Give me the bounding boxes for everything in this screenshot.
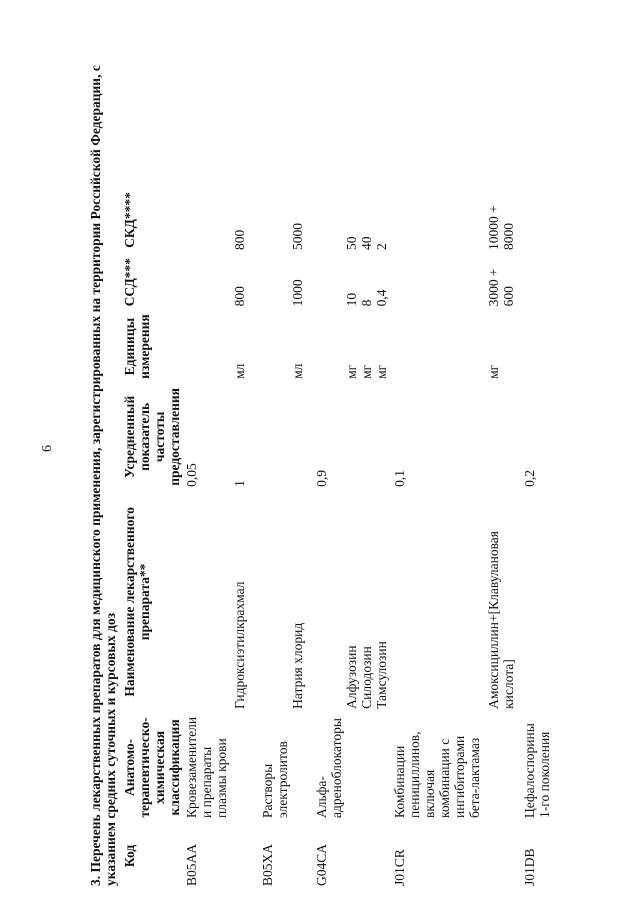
sdd-value: 8 [359,299,374,307]
table-row [260,186,290,890]
table-row [344,186,392,890]
row-atx: Комбинации пенициллинов, включая комбинации с ингибиторами бета-лактамаз [392,731,482,818]
row-code: J01DB [522,848,537,886]
row-atx: Кровезаменители и препараты плазмы крови [184,716,229,818]
row-frequency: 0,1 [392,470,407,487]
row-drug: Натрия хлорид [290,622,305,709]
row-code: J01CR [392,849,407,886]
row-code: B05XA [260,843,275,886]
sdd-value: 600 [501,286,516,307]
row-atx: Цефалоспорины 1-го поколения [522,723,552,818]
table-row [184,186,232,890]
drug-name: Тамсулозин [374,641,389,709]
header-sdd: ССД*** [122,257,137,307]
header-drug: Наименование лекарственного препарата** [122,507,152,697]
row-frequency: 0,05 [184,463,199,487]
table-header-row [122,186,184,890]
drug-name: Алфузозин [344,645,359,709]
skd-value: 2 [374,243,389,250]
header-skd: СКД**** [122,192,137,248]
drug-table [122,186,556,890]
row-drug: Гидроксиэтилкрахмал [232,581,247,709]
unit-value: мг [359,364,374,379]
row-sdd: 800 [232,286,247,307]
row-drug: Амоксициллин+[Клавулановая кислота] [486,531,516,709]
row-skd: 800 [232,229,247,250]
document-sheet [80,10,640,890]
row-unit: мл [232,363,247,379]
row-frequency: 0,2 [522,470,537,487]
document-title: 3. Перечень лекарственных препаратов для медицинского применения, зарегистрированных на территории Российской Федерации, с указанием средних суточных и курсовых доз [88,65,118,886]
skd-value: 40 [359,236,374,250]
row-drug-list [344,491,392,713]
sdd-value: 0,4 [374,289,389,307]
row-skd: 5000 [290,222,305,250]
row-atx: Растворы электролитов [260,741,290,818]
row-unit: мл [290,363,305,379]
table-row [314,186,344,890]
sdd-value: 3000 + [486,268,501,307]
header-unit: Единицы измерения [122,314,152,379]
table-row [232,186,260,890]
row-sdd-list [344,254,392,310]
header-atx: Анатомо-терапевтическо-химическая классификация [122,717,182,818]
table-row [486,186,522,890]
table-row [392,186,486,890]
unit-value: мг [344,364,359,379]
table-row [290,186,314,890]
skd-value: 8000 [501,222,516,250]
row-skd-list [344,186,392,254]
sdd-value: 10 [344,292,359,307]
skd-value: 10000 + [486,205,501,250]
row-sdd-list [486,254,522,310]
header-frequency: Усредненный показатель частоты предоставления [122,388,182,486]
header-code: Код [122,844,137,868]
table-row [522,186,556,890]
row-code: G04CA [314,843,329,886]
row-unit-list [344,310,392,383]
unit-value: мг [374,364,389,379]
row-code: B05AA [184,843,199,886]
skd-value: 50 [344,236,359,250]
row-unit: мг [486,364,501,379]
row-atx: Альфа-адреноблокаторы [314,718,344,818]
row-skd-list [486,186,522,254]
drug-name: Силодозин [359,646,374,709]
row-frequency: 0,9 [314,470,329,487]
row-frequency: 1 [232,480,247,487]
row-sdd: 1000 [290,279,305,307]
page-number: 6 [40,445,55,452]
